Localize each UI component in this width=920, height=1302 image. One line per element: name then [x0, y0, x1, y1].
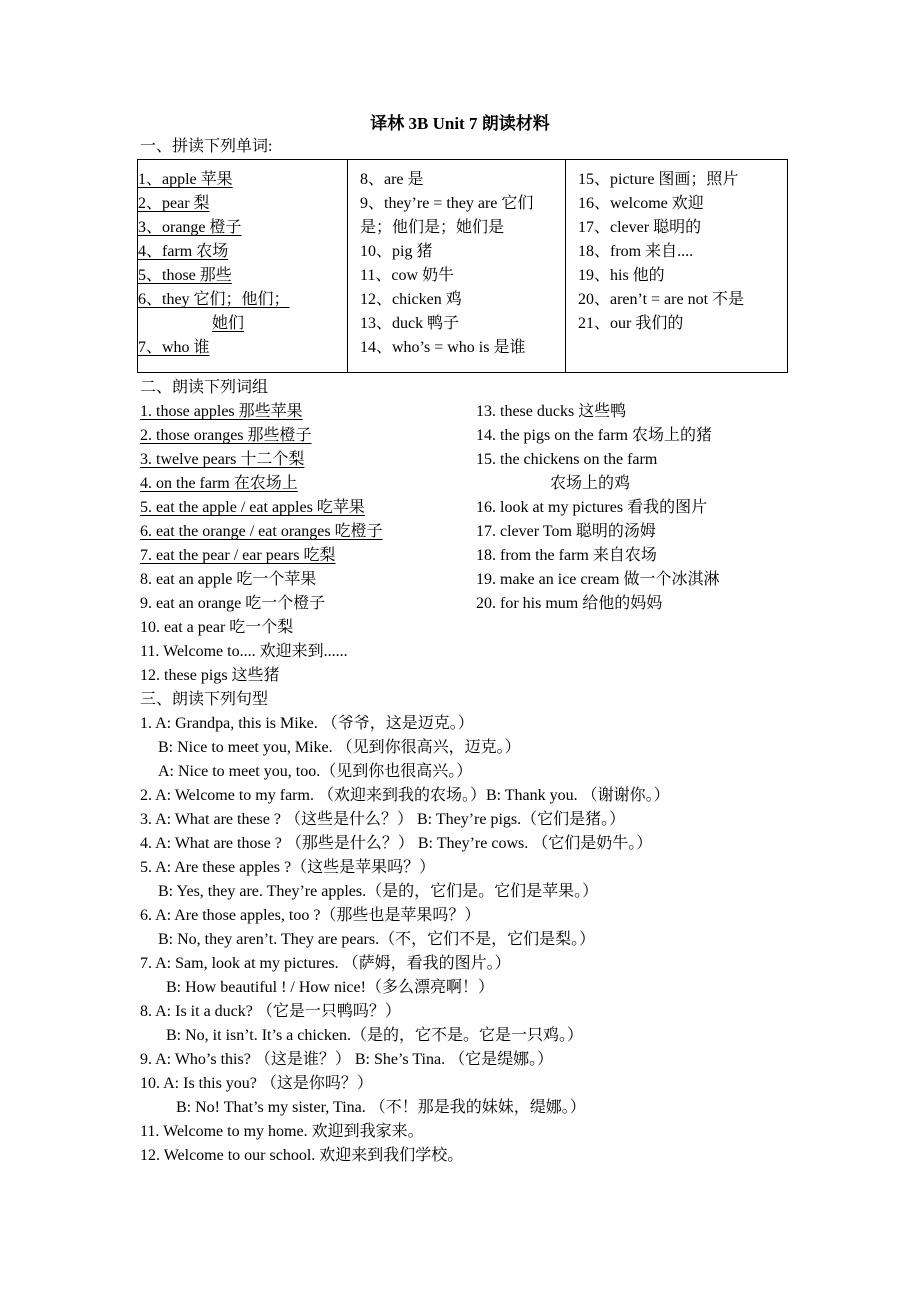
- list-item-text: 13、duck 鸭子: [360, 315, 460, 332]
- list-item-text: B: No! That’s my sister, Tina. （不！那是我的妹妹，缇娜。）: [176, 1099, 586, 1116]
- list-item: [578, 192, 787, 216]
- list-item-text: 1、apple 苹果: [138, 171, 233, 188]
- list-item-text: 4. A: What are those ? （那些是什么？） B: They’re cows. （它们是奶牛。）: [140, 835, 653, 852]
- phrase-columns: [140, 400, 820, 688]
- list-item: [476, 400, 820, 424]
- page-title: 译林 3B Unit 7 朗读材料: [370, 114, 550, 133]
- list-item-text: 8、are 是: [360, 171, 424, 188]
- list-item-text: 8. A: Is it a duck? （它是一只鸭吗？）: [140, 1003, 401, 1020]
- list-item: [476, 472, 820, 496]
- list-item-text: 20. for his mum 给他的妈妈: [476, 595, 663, 612]
- list-item: [360, 312, 565, 336]
- list-item: [140, 640, 470, 664]
- list-item: [140, 736, 840, 760]
- list-item-text: B: No, it isn’t. It’s a chicken.（是的，它不是。它是一只鸡。）: [166, 1027, 584, 1044]
- list-item: [476, 520, 820, 544]
- list-item-text: B: Nice to meet you, Mike. （见到你很高兴，迈克。）: [158, 739, 521, 756]
- list-item: [140, 496, 470, 520]
- list-item: [476, 544, 820, 568]
- list-item-text: 9. eat an orange 吃一个橙子: [140, 595, 326, 612]
- list-item: [140, 832, 840, 856]
- list-item: [476, 592, 820, 616]
- list-item-text: 15、picture 图画；照片: [578, 171, 739, 188]
- list-item-text: B: No, they aren’t. They are pears.（不，它们不是，它们是梨。）: [158, 931, 596, 948]
- list-item-text: A: Nice to meet you, too.（见到你也很高兴。）: [158, 763, 473, 780]
- list-item: [578, 312, 787, 336]
- vocab-column-2: [348, 160, 566, 372]
- list-item-text: 5、those 那些: [138, 267, 232, 284]
- list-item: [140, 952, 840, 976]
- list-item: [578, 216, 787, 240]
- list-item: [578, 264, 787, 288]
- list-item-text: 3、orange 橙子: [138, 219, 242, 236]
- list-item-text: 11、cow 奶牛: [360, 267, 455, 284]
- list-item: [138, 264, 347, 288]
- list-item-text: 9、they’re = they are 它们: [360, 195, 534, 212]
- list-item-text: 5. A: Are these apples ?（这些是苹果吗？）: [140, 859, 436, 876]
- list-item: [140, 1000, 840, 1024]
- list-item: [140, 664, 470, 688]
- list-item-text: 2、pear 梨: [138, 195, 210, 212]
- list-item-text: 1. A: Grandpa, this is Mike. （爷爷，这是迈克。）: [140, 715, 474, 732]
- list-item: [140, 1024, 840, 1048]
- list-item-text: 8. eat an apple 吃一个苹果: [140, 571, 317, 588]
- sentence-list: [140, 712, 840, 1168]
- list-item-text: 4. on the farm 在农场上: [140, 475, 298, 492]
- list-item-text: 10、pig 猪: [360, 243, 433, 260]
- list-item-text: 14、who’s = who is 是谁: [360, 339, 526, 356]
- list-item: [140, 472, 470, 496]
- list-item: [360, 264, 565, 288]
- list-item: [140, 760, 840, 784]
- list-item-text: 9. A: Who’s this? （这是谁？） B: She’s Tina. （它是缇娜。）: [140, 1051, 554, 1068]
- list-item: [138, 216, 347, 240]
- list-item: [578, 288, 787, 312]
- list-item: [140, 712, 840, 736]
- list-item: [140, 1072, 840, 1096]
- list-item: [140, 880, 840, 904]
- list-item-text: 7. eat the pear / ear pears 吃梨: [140, 547, 336, 564]
- list-item-text: 6、they 它们；他们；: [138, 291, 290, 308]
- list-item: [140, 1048, 840, 1072]
- list-item-text: 12. these pigs 这些猪: [140, 667, 280, 684]
- phrase-column-right: [476, 400, 820, 616]
- list-item: [140, 808, 840, 832]
- list-item-text: 19. make an ice cream 做一个冰淇淋: [476, 571, 720, 588]
- list-item-text: 15. the chickens on the farm: [476, 451, 658, 468]
- list-item: [138, 192, 347, 216]
- list-item-text: 农场上的鸡: [550, 475, 631, 492]
- list-item-text: 18、from 来自....: [578, 243, 694, 260]
- list-item: [360, 288, 565, 312]
- list-item: [140, 856, 840, 880]
- list-item: [476, 448, 820, 472]
- list-item-text: 6. eat the orange / eat oranges 吃橙子: [140, 523, 383, 540]
- list-item-text: 17、clever 聪明的: [578, 219, 702, 236]
- list-item: [138, 288, 347, 312]
- list-item-text: 19、his 他的: [578, 267, 665, 284]
- list-item: [140, 568, 470, 592]
- phrase-column-left: [140, 400, 476, 688]
- list-item: [140, 616, 470, 640]
- list-item-text: 21、our 我们的: [578, 315, 684, 332]
- list-item: [140, 1144, 840, 1168]
- vocab-table: [137, 159, 788, 373]
- list-item-text: 4、farm 农场: [138, 243, 229, 260]
- list-item: [140, 520, 470, 544]
- list-item-text: 她们: [212, 315, 245, 332]
- list-item: [360, 240, 565, 264]
- list-item-text: 16. look at my pictures 看我的图片: [476, 499, 708, 516]
- list-item: [476, 424, 820, 448]
- list-item-text: 17. clever Tom 聪明的汤姆: [476, 523, 656, 540]
- list-item: [360, 336, 565, 360]
- list-item: [140, 976, 840, 1000]
- list-item-text: 是；他们是；她们是: [360, 219, 505, 236]
- list-item: [138, 336, 347, 360]
- list-item-text: B: How beautiful ! / How nice!（多么漂亮啊！）: [166, 979, 494, 996]
- list-item-text: 2. those oranges 那些橙子: [140, 427, 312, 444]
- list-item-text: 12. Welcome to our school. 欢迎来到我们学校。: [140, 1147, 464, 1164]
- list-item: [140, 928, 840, 952]
- list-item-text: B: Yes, they are. They’re apples.（是的，它们是。它们是苹果。）: [158, 883, 599, 900]
- list-item: [140, 1120, 840, 1144]
- list-item-text: 11. Welcome to.... 欢迎来到......: [140, 643, 348, 660]
- list-item: [140, 448, 470, 472]
- list-item-text: 18. from the farm 来自农场: [476, 547, 657, 564]
- list-item: [138, 312, 347, 336]
- list-item: [140, 424, 470, 448]
- list-item: [578, 240, 787, 264]
- list-item-text: 2. A: Welcome to my farm. （欢迎来到我的农场。）B: Thank you. （谢谢你。）: [140, 787, 670, 804]
- list-item: [140, 592, 470, 616]
- list-item: [140, 544, 470, 568]
- list-item-text: 12、chicken 鸡: [360, 291, 462, 308]
- list-item: [360, 168, 565, 192]
- list-item: [360, 192, 565, 216]
- list-item-text: 3. A: What are these ? （这些是什么？） B: They’re pigs.（它们是猪。）: [140, 811, 626, 828]
- list-item-text: 5. eat the apple / eat apples 吃苹果: [140, 499, 365, 516]
- list-item: [140, 904, 840, 928]
- section3-heading: 三、朗读下列句型: [140, 691, 269, 708]
- list-item-text: 1. those apples 那些苹果: [140, 403, 303, 420]
- section2-heading: 二、朗读下列词组: [140, 379, 269, 396]
- vocab-column-3: [566, 160, 787, 372]
- list-item-text: 6. A: Are those apples, too ?（那些也是苹果吗？）: [140, 907, 481, 924]
- section1-heading: 一、拼读下列单词:: [140, 138, 273, 155]
- list-item: [140, 400, 470, 424]
- list-item-text: 16、welcome 欢迎: [578, 195, 704, 212]
- list-item-text: 14. the pigs on the farm 农场上的猪: [476, 427, 712, 444]
- list-item: [476, 568, 820, 592]
- list-item: [140, 1096, 840, 1120]
- list-item: [360, 216, 565, 240]
- list-item-text: 3. twelve pears 十二个梨: [140, 451, 305, 468]
- list-item: [138, 240, 347, 264]
- list-item-text: 11. Welcome to my home. 欢迎到我家来。: [140, 1123, 424, 1140]
- list-item-text: 13. these ducks 这些鸭: [476, 403, 627, 420]
- vocab-column-1: [138, 160, 348, 372]
- list-item-text: 7、who 谁: [138, 339, 210, 356]
- list-item-text: 10. eat a pear 吃一个梨: [140, 619, 294, 636]
- list-item: [138, 168, 347, 192]
- list-item-text: 7. A: Sam, look at my pictures. （萨姆，看我的图片。）: [140, 955, 511, 972]
- list-item-text: 10. A: Is this you? （这是你吗？）: [140, 1075, 373, 1092]
- list-item: [578, 168, 787, 192]
- list-item: [140, 784, 840, 808]
- list-item-text: 20、aren’t = are not 不是: [578, 291, 745, 308]
- list-item: [476, 496, 820, 520]
- document-body: [0, 113, 920, 1168]
